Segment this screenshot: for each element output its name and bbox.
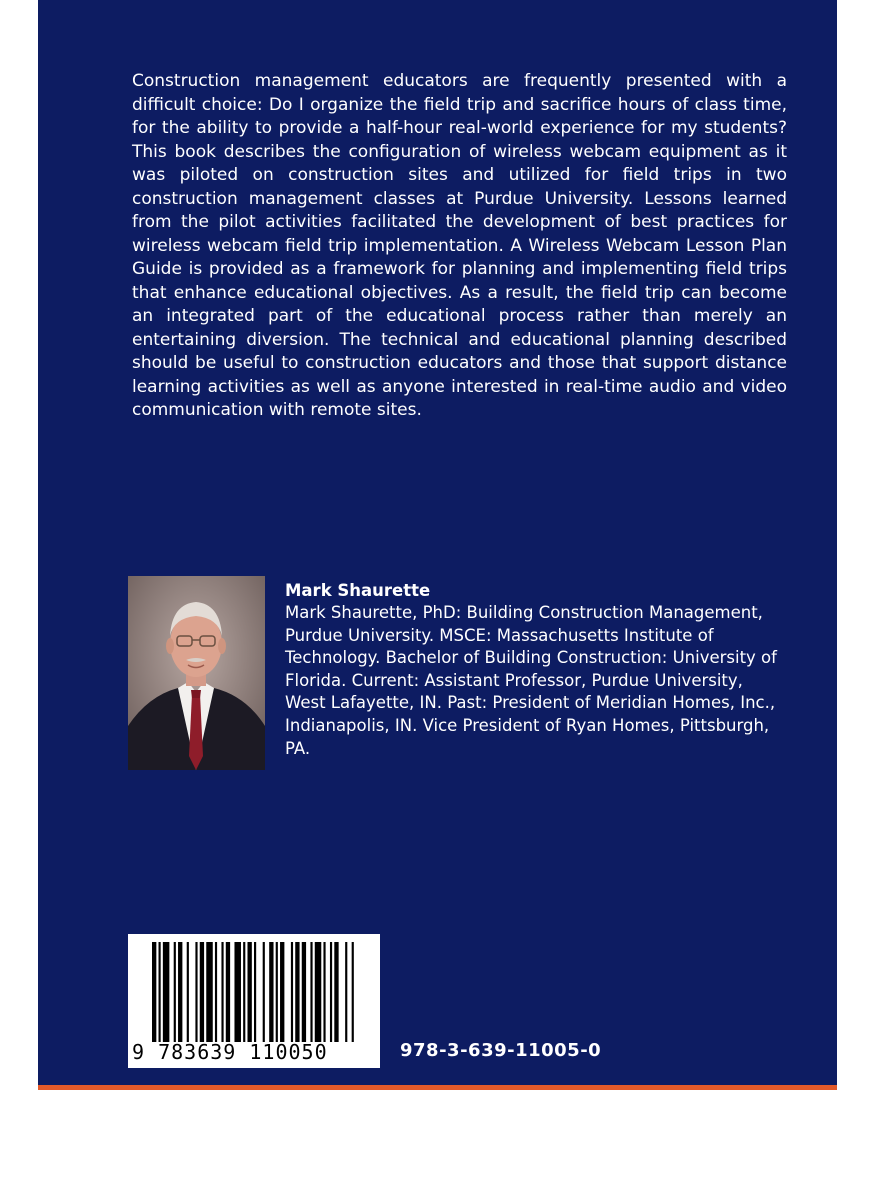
barcode-bar — [302, 942, 306, 1042]
barcode-bar — [263, 942, 265, 1042]
barcode-bar — [206, 942, 213, 1042]
barcode-digits: 9 783639 110050 — [132, 1040, 328, 1064]
barcode-bar — [330, 942, 332, 1042]
barcode-bar — [200, 942, 204, 1042]
barcode-bar — [195, 942, 197, 1042]
barcode-bar — [215, 942, 217, 1042]
barcode-bar — [163, 942, 170, 1042]
author-bio: Mark Shaurette, PhD: Building Construction Management, Purdue University. MSCE: Massachusetts Institute of Technology. Bachelor of Building Construction: University of Florida. Current: Assistant Professor, Purdue University, West Lafayette, IN. Past: President of Meridian Homes, Inc., Indianapolis, IN. Vice President of Ryan Homes, Pittsburgh, PA. — [285, 603, 777, 758]
barcode-bar — [226, 942, 230, 1042]
barcode-bar — [291, 942, 293, 1042]
accent-line — [38, 1085, 837, 1090]
barcode-bar — [174, 942, 176, 1042]
isbn-number: 978-3-639-11005-0 — [400, 1040, 602, 1061]
barcode-bar — [152, 942, 156, 1042]
barcode-bar — [352, 942, 354, 1042]
barcode-bar — [159, 942, 161, 1042]
barcode-bar — [254, 942, 256, 1042]
barcode-bar — [247, 942, 251, 1042]
barcode-bar — [280, 942, 284, 1042]
barcode-bar — [276, 942, 278, 1042]
barcode-bar — [243, 942, 245, 1042]
isbn-barcode — [128, 934, 380, 1068]
barcode-bar — [234, 942, 241, 1042]
barcode-bar — [334, 942, 338, 1042]
barcode-bar — [295, 942, 299, 1042]
barcode-bar — [310, 942, 312, 1042]
barcode-bar — [323, 942, 325, 1042]
barcode-bar — [221, 942, 223, 1042]
book-description: Construction management educators are frequently presented with a difficult choice: Do I organize the field trip and sacrifice hours of class time, for the ability to provide a half-hour real-world experience for my students? This book describes the configuration of wireless webcam equipment as it was piloted on construction sites and utilized for field trips in two construction management classes at Purdue University. Lessons learned from the pilot activities facilitated the development of best practices for wireless webcam field trip implementation. A Wireless Webcam Lesson Plan Guide is provided as a framework for planning and implementing field trips that enhance educational objectives. As a result, the field trip can become an integrated part of the educational process rather than merely an entertaining diversion. The technical and educational planning described should be useful to construction educators and those that support distance learning activities as well as anyone interested in real-time audio and video communication with remote sites. — [132, 71, 787, 420]
barcode-bar — [345, 942, 347, 1042]
barcode-bar — [315, 942, 322, 1042]
barcode-bars — [152, 942, 356, 1042]
barcode-bar — [269, 942, 273, 1042]
author-name: Mark Shaurette — [285, 581, 431, 600]
barcode-bar — [187, 942, 189, 1042]
barcode-bar — [178, 942, 182, 1042]
author-photo — [128, 576, 265, 770]
